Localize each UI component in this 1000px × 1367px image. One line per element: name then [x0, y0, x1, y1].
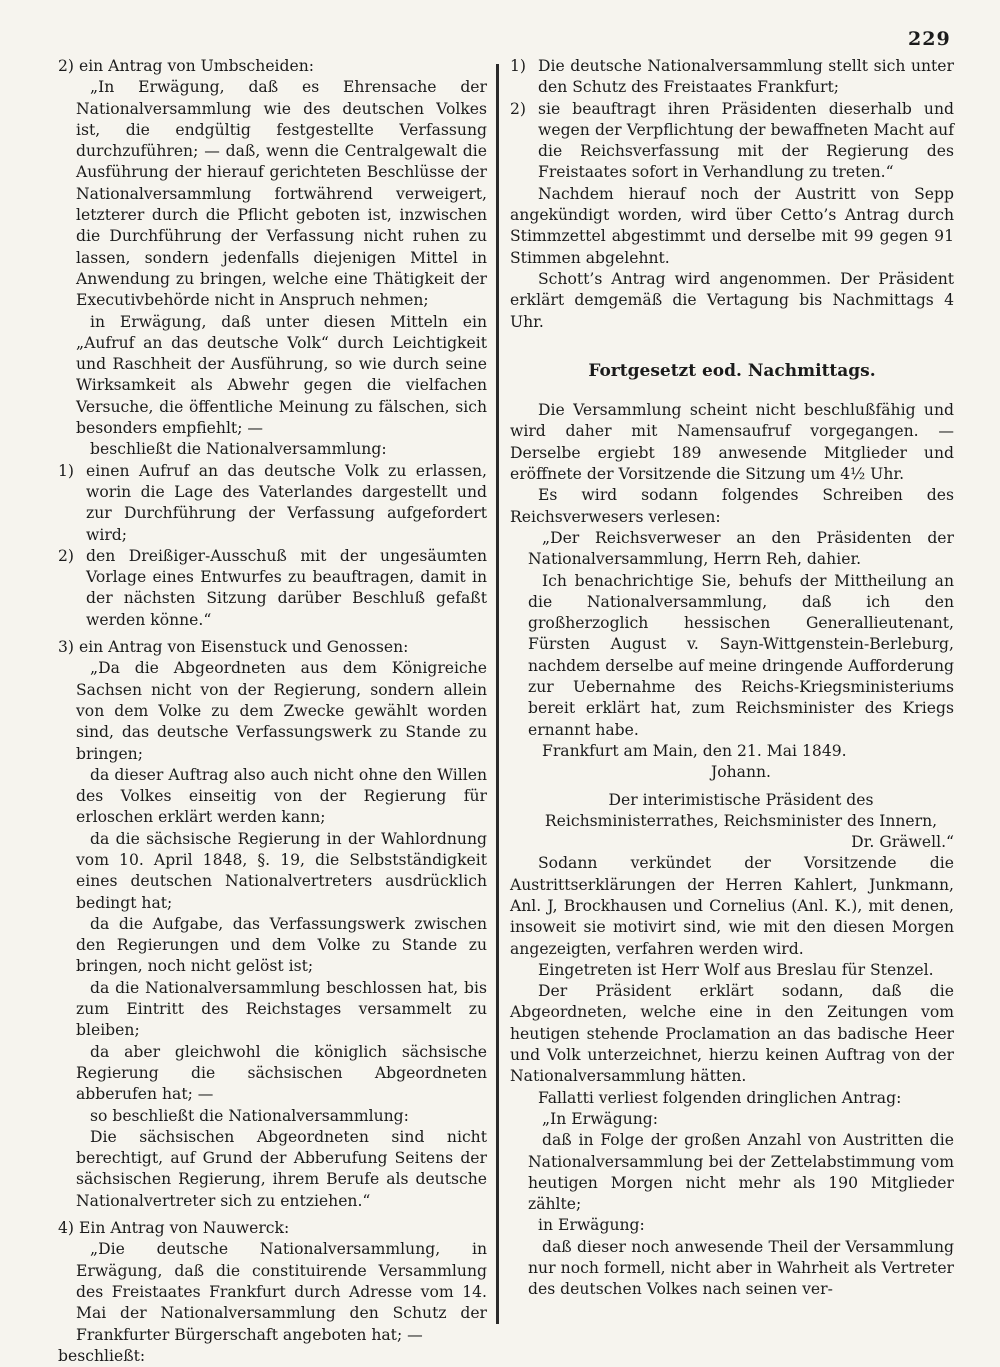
- paragraph: Ich benachrichtige Sie, behufs der Mittheilung an die Nationalversammlung, daß ich den großherzoglich hessischen Generallieutenant, Fürsten August v. Sayn-Wittgenstein-Berleburg, nachdem derselbe auf meine dringende Aufforderung zur Uebernahme des Reichs-Kriegsministeriums bereit erklärt hat, zum Reichsminister des Kriegs ernannt habe.: [528, 571, 954, 739]
- paragraph: Es wird sodann folgendes Schreiben des Reichsverwesers verlesen:: [510, 486, 954, 526]
- paragraph: beschließt:: [58, 1346, 146, 1365]
- item2-body: [58, 77, 487, 460]
- letter-block: [510, 528, 954, 853]
- paragraph: Schott’s Antrag wird angenommen. Der Präsident erklärt demgemäß die Vertagung bis Nachmittags 4 Uhr.: [510, 269, 954, 331]
- paragraph: „In Erwägung:: [542, 1109, 659, 1128]
- right-column: [510, 56, 954, 1338]
- letter-date: Frankfurt am Main, den 21. Mai 1849.: [542, 741, 847, 760]
- list-text: sie beauftragt ihren Präsidenten dieserhalb und wegen der Verpflichtung der bewaffneten Macht auf die Reichsverfassung mit der Regierung des Freistaates sofort in Verhandlung zu treten.“: [538, 99, 954, 182]
- paragraph: Eingetreten ist Herr Wolf aus Breslau für Stenzel.: [538, 960, 934, 979]
- list-item: [510, 56, 954, 99]
- paragraph: Die Versammlung scheint nicht beschlußfähig und wird daher mit Namensaufruf vorgegangen. — Derselbe ergiebt 189 anwesende Mitglieder und eröffnete der Vorsitzende die Sitzung um 4½ Uhr.: [510, 401, 954, 484]
- paragraph: Sodann verkündet der Vorsitzende die Austrittserklärungen der Herren Kahlert, Junkmann, Anl. J, Brockhausen und Cornelius (Anl. K.), mit denen, insoweit sie motivirt sind, wie mit den diesen Morgen angezeigten, verfahren werden wird.: [510, 854, 954, 958]
- paragraph: „Die deutsche Nationalversammlung, in Erwägung, daß die constituirende Versammlung des Freistaates Frankfurt durch Adresse vom 14. Mai der Nationalversammlung den Schutz der Frankfurter Bürgerschaft angeboten hat; —: [76, 1240, 487, 1344]
- paragraph: da die Aufgabe, das Verfassungswerk zwischen den Regierungen und dem Volke zu Stande zu bringen, noch nicht gelöst ist;: [76, 914, 487, 976]
- item3-heading: 3) ein Antrag von Eisenstuck und Genossen:: [58, 638, 409, 657]
- paragraph: beschließt die Nationalversammlung:: [90, 440, 387, 459]
- paragraph: „In Erwägung, daß es Ehrensache der Nationalversammlung wie des deutschen Volkes ist, die endgültig festgestellte Verfassung durchzuführen; — daß, wenn die Centralgewalt die Ausführung der hierauf gerichteten Beschlüsse der Nationalversammlung fortwährend verweigert, letzterer durch die Pflicht geboten ist, inzwischen die Durchführung der Verfassung nicht ruhen zu lassen, sondern jedenfalls diejenigen Mittel in Anwendung zu bringen, welche eine Thätigkeit der Executivbehörde nicht in Anspruch nehmen;: [76, 78, 487, 310]
- motion-block: [510, 1109, 954, 1215]
- item4-body: [58, 1239, 487, 1345]
- letter-signature: Johann.: [710, 763, 772, 782]
- paragraph: da dieser Auftrag also auch nicht ohne den Willen des Volkes einseitig von der Regierung für erloschen erklärt werden kann;: [76, 765, 487, 827]
- letter-signatory-title: Der interimistische Präsident des Reichsministerrathes, Reichsminister des Innern,: [544, 790, 938, 830]
- left-column: [58, 56, 487, 1365]
- page-number: 229: [908, 28, 951, 50]
- paragraph: Nachdem hierauf noch der Austritt von Sepp angekündigt worden, wird über Cetto’s Antrag durch Stimmzettel abgestimmt und derselbe mit 99 gegen 91 Stimmen abgelehnt.: [510, 184, 954, 267]
- letter-signatory: Dr. Gräwell.“: [851, 833, 954, 852]
- item2-heading: 2) ein Antrag von Umbscheiden:: [58, 57, 315, 75]
- paragraph: in Erwägung, daß unter diesen Mitteln ein „Aufruf an das deutsche Volk“ durch Leichtigkeit und Raschheit der Ausführung, so wie durch seine Wirksamkeit als Abwehr gegen die vielfachen Versuche, die öffentliche Meinung zu fälschen, sich besonders empfiehlt; —: [76, 312, 487, 438]
- item3-body: [58, 658, 487, 1212]
- list-text: einen Aufruf an das deutsche Volk zu erlassen, worin die Lage des Vaterlandes dargestellt und zur Durchführung der Verfassung aufgefordert wird;: [86, 461, 487, 544]
- list-number: 2): [58, 546, 75, 565]
- paragraph: in Erwägung:: [538, 1216, 645, 1235]
- paragraph: daß in Folge der großen Anzahl von Austritten die Nationalversammlung bei der Zettelabstimmung vom heutigen Morgen nicht mehr als 190 Mitglieder zählte;: [528, 1131, 954, 1214]
- list-item: [58, 546, 487, 631]
- paragraph: „Der Reichsverweser an den Präsidenten der Nationalversammlung, Herrn Reh, dahier.: [528, 528, 954, 569]
- paragraph: da die sächsische Regierung in der Wahlordnung vom 10. April 1848, §. 19, die Selbstständigkeit eines deutschen Nationalvertreters ausdrücklich bedingt hat;: [76, 829, 487, 912]
- list-text: Die deutsche Nationalversammlung stellt sich unter den Schutz des Freistaates Frankfurt;: [538, 57, 954, 97]
- paragraph: da die Nationalversammlung beschlossen hat, bis zum Eintritt des Reichstages versammelt zu bleiben;: [76, 978, 487, 1040]
- list-text: den Dreißiger-Ausschuß mit der ungesäumten Vorlage eines Entwurfes zu beauftragen, damit in der nächsten Sitzung darüber Beschluß gefaßt werden könne.“: [86, 546, 487, 629]
- motion-block: [510, 1237, 954, 1301]
- list-item: [58, 461, 487, 546]
- paragraph: Fallatti verliest folgenden dringlichen Antrag:: [538, 1088, 902, 1107]
- list-number: 1): [58, 461, 75, 480]
- paragraph: „Da die Abgeordneten aus dem Königreiche Sachsen nicht von der Regierung, sondern allein von dem Volke zu dem Zwecke gewählt worden sind, das deutsche Verfassungswerk zu Stande zu bringen;: [76, 659, 487, 763]
- list-number: 1): [510, 57, 527, 75]
- paragraph: Der Präsident erklärt sodann, daß die Abgeordneten, welche eine in den Zeitungen vom heutigen stehende Proclamation an das badische Heer und Volk unterzeichnet, hierzu keinen Auftrag von der Nationalversammlung hätten.: [510, 982, 954, 1086]
- paragraph: Die sächsischen Abgeordneten sind nicht berechtigt, auf Grund der Abberufung Seitens der sächsischen Regierung, ihrem Berufe als deutsche Nationalvertreter sich zu entziehen.“: [76, 1127, 487, 1210]
- list-number: 2): [510, 99, 527, 118]
- column-divider: [496, 64, 499, 1324]
- list-item: [510, 99, 954, 184]
- section-heading: Fortgesetzt eod. Nachmittags.: [588, 360, 876, 381]
- paragraph: daß dieser noch anwesende Theil der Versammlung nur noch formell, nicht aber in Wahrheit als Vertreter des deutschen Volkes nach seinen ver-: [528, 1237, 954, 1299]
- paragraph: so beschließt die Nationalversammlung:: [90, 1106, 409, 1125]
- paragraph: da aber gleichwohl die königlich sächsische Regierung die sächsischen Abgeordneten abberufen hat; —: [76, 1042, 487, 1104]
- item4-heading: 4) Ein Antrag von Nauwerck:: [58, 1219, 290, 1238]
